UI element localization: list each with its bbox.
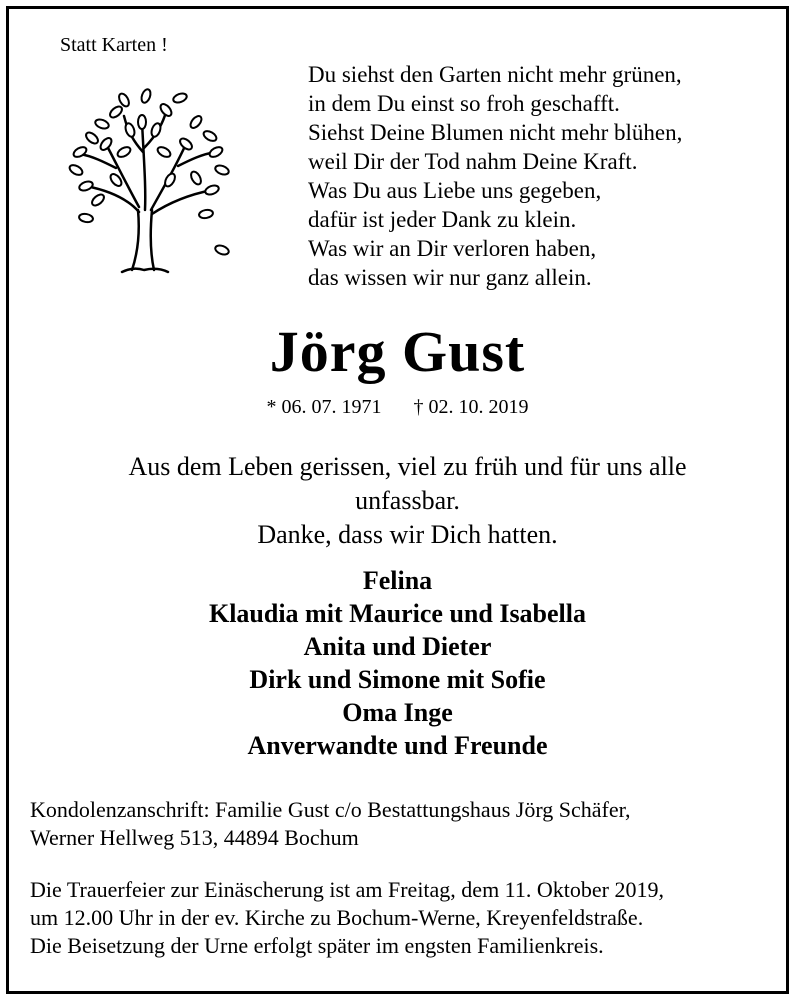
mourner: Anverwandte und Freunde [247, 731, 548, 760]
mourner: Anita und Dieter [303, 632, 492, 661]
quote-line: unfassbar. [355, 486, 460, 515]
mourner: Felina [362, 566, 433, 595]
tree-icon [46, 82, 246, 282]
poem-line: dafür ist jeder Dank zu klein. [308, 207, 577, 232]
poem-line: in dem Du einst so froh geschafft. [308, 91, 620, 116]
condolence-line: Werner Hellweg 513, 44894 Bochum [30, 825, 359, 850]
funeral-line: Die Trauerfeier zur Einäscherung ist am Freitag, dem 11. Oktober 2019, [30, 877, 664, 902]
mourner: Oma Inge [342, 698, 453, 727]
funeral-info [30, 876, 664, 960]
statt-karten-label: Statt Karten ! [60, 34, 168, 56]
condolence-line: Kondolenzanschrift: Familie Gust c/o Bestattungshaus Jörg Schäfer, [30, 797, 631, 822]
condolence-address [30, 796, 631, 852]
life-dates [0, 396, 795, 419]
poem-line: Was wir an Dir verloren haben, [308, 236, 597, 261]
mourner: Dirk und Simone mit Sofie [249, 665, 546, 694]
poem-line: Was Du aus Liebe uns gegeben, [308, 178, 602, 203]
poem-line: weil Dir der Tod nahm Deine Kraft. [308, 149, 638, 174]
deceased-name: Jörg Gust [269, 319, 526, 384]
poem-line: Siehst Deine Blumen nicht mehr blühen, [308, 120, 683, 145]
mourner: Klaudia mit Maurice und Isabella [208, 599, 587, 628]
quote-line: Danke, dass wir Dich hatten. [257, 520, 558, 549]
poem-line: das wissen wir nur ganz allein. [308, 265, 592, 290]
death-date: † 02. 10. 2019 [413, 396, 529, 418]
poem-line: Du siehst den Garten nicht mehr grünen, [308, 62, 682, 87]
mourners-list [0, 564, 795, 762]
quote-line: Aus dem Leben gerissen, viel zu früh und für uns alle [128, 452, 687, 481]
funeral-line: um 12.00 Uhr in der ev. Kirche zu Bochum-Werne, Kreyenfeldstraße. [30, 905, 644, 930]
memorial-quote [60, 450, 755, 552]
funeral-line: Die Beisetzung der Urne erfolgt später im engsten Familienkreis. [30, 933, 604, 958]
poem [308, 60, 682, 292]
birth-date: * 06. 07. 1971 [266, 396, 382, 418]
